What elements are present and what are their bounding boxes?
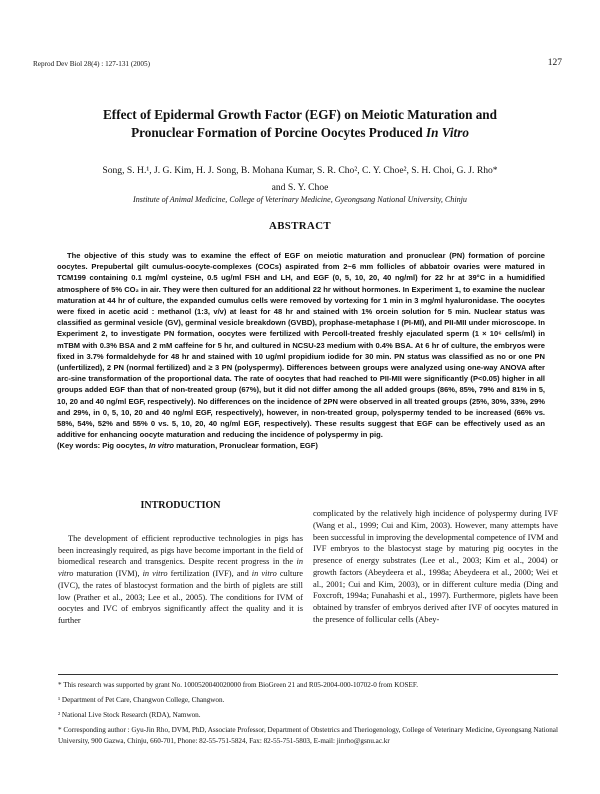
- right-column: [313, 508, 558, 626]
- abstract-body: [57, 250, 545, 452]
- abstract-text: The objective of this study was to examine the effect of EGF on meiotic maturation and pronuclear (PN) formation of porcine oocytes. Prepubertal gilt cumulus-oocyte-complexes (COCs) aspirated from 2~6 mm follicles of abbatoir ovaries were matured in TCM199 containing 0.1 mg/ml cysteine, 0.5 ug/ml FSH and LH, and EGF (0, 5, 10, 20, 40 ng/ml) for 22 hr at 39°C in a humidified atmosphere of 5% CO₂ in air. They were then cultured for an additional 22 hr without hormones. In Experiment 1, to examine the nuclear maturation at 44 hr of culture, the expanded cumulus cells were removed by vortexing for 1 min in 3 mg/ml hyaluronidase. The oocytes were fixed in acetic acid : methanol (1:3, v/v) at least for 48 hr and stained with 1% orcein solution for 5 min. Nuclear status was classified as germinal vesicle (GV), germinal vesicle breakdown (GVBD), prophase-metaphase I (PI-MI), and PII-MII under microscope. In Experiment 2, to investigate PN formation, oocytes were fertilized with Percoll-treated freshly ejaculated sperm (1 × 10⁶ cells/ml) in mTBM with 0.3% BSA and 2 mM caffeine for 5 hr, and cultured in NCSU-23 medium with 0.4% BSA. At 6 hr of culture, the embryos were fixed in 3.7% formaldehyde for 48 hr and stained with 10 ug/ml propidium iodide for 30 min. PN status was classified as no or one PN (unfertilized), 2 PN (normal fertilized) and ≥ 3 PN (polyspermy). Differences between groups were analyzed using one-way ANOVA after arc-sine transformation of the proportional data. The rate of oocytes that had reached to PII-MII were significantly (P<0.05) higher in all groups added EGF than that of non-treated group (67%), but it did not differ among the all added groups (86%, 85%, 79% and 81% in 5, 10, 20 and 40 ng/ml EGF, respectively). No differences on the incidence of 2PN were observed in all treated groups (25%, 30%, 33%, 29% and 29%, in 0, 5, 10, 20 and 40 ng/ml EGF, respectively), however, in non-treated group, polyspermy tended to be increased (66% vs. 58%, 54%, 52% and 55% 0 vs. 5, 10, 20, 40 ng/ml EGF, respectively). These results suggest that EGF can be effectively used as an additive for enhancing oocyte maturation and reducing the incidence of polyspermy in pig.: [57, 251, 545, 440]
- footnote-divider: [58, 674, 558, 675]
- affiliation-note-1: ¹ Department of Pet Care, Changwon College, Changwon.: [58, 696, 225, 705]
- affiliation-note-2: ² National Live Stock Research (RDA), Namwon.: [58, 711, 201, 720]
- running-header: [33, 58, 562, 72]
- footnotes: [58, 680, 558, 751]
- intro-paragraph: The development of efficient reproductive technologies in pigs has been increasingly required, as pigs have become important in the field of biomedical research and transgenics. Despite recent progress in the in vitro maturation (IVM), in vitro fertilization (IVF), and in vitro culture (IVC), the rates of blastocyst formation and the birth of piglets are still low (Prather et al., 2003; Lee et al., 2005). The conditions for IVM of oocytes and IVC of embryos significantly affect the quality and it is further: [58, 533, 303, 625]
- keywords: (Key words: Pig oocytes, In vitro maturation, Pronuclear formation, EGF): [57, 441, 318, 451]
- abstract-heading: ABSTRACT: [269, 220, 331, 232]
- funding-note: * This research was supported by grant No. 1000520040020000 from BioGreen 21 and R05-2004-000-10702-0 from KOSEF.: [58, 681, 419, 689]
- paper-title: [60, 106, 540, 142]
- title-line-1: Effect of Epidermal Growth Factor (EGF) on Meiotic Maturation and: [103, 107, 497, 122]
- authors-line-1: Song, S. H.¹, J. G. Kim, H. J. Song, B. Mohana Kumar, S. R. Cho², C. Y. Choe², S. H. Choi, G. J. Rho*: [102, 165, 498, 176]
- affiliation: Institute of Animal Medicine, College of Veterinary Medicine, Gyeongsang National University, Chinju: [133, 195, 467, 204]
- page-number: 127: [547, 58, 562, 68]
- journal-citation: Reprod Dev Biol 28(4) : 127-131 (2005): [33, 60, 150, 68]
- author-list: [40, 162, 560, 196]
- title-line-2: Pronuclear Formation of Porcine Oocytes Produced In Vitro: [131, 125, 469, 140]
- left-column: [58, 500, 303, 627]
- intro-continued: complicated by the relatively high incidence of polyspermy during IVF (Wang et al., 1999; Cui and Kim, 2003). However, many attempts have been successful in improving the developmental competence of IVM and IVF embryos to the blastocyst stage by maturing pig oocytes in the presence of energy substrates (Lee et al., 2003; Kim et al., 2004) or growth factors (Abeydeera et al., 1998a; Abeydeera et al., 2000; Wei et al., 2001; Cui and Kim, 2003), or in different culture media (Ding and Foxcroft, 1994a; Funahashi et al., 1997). Furthermore, piglets have been obtained by transfer of embryos derived after IVF of oocytes matured in the presence of follicular cells (Abey-: [313, 509, 558, 624]
- introduction-heading: INTRODUCTION: [140, 500, 221, 511]
- corresponding-author-note: * Corresponding author : Gyu-Jin Rho, DVM, PhD, Associate Professor, Department of Obstetrics and Theriogenology, College of Veterinary Medicine, Gyeongsang National University, 900 Gazwa, Chinju, 660-701, Phone: 82-55-751-5824, Fax: 82-55-751-5803, E-mail: jinrho@gsnu.ac.kr: [58, 726, 558, 745]
- authors-line-2: and S. Y. Choe: [271, 182, 329, 193]
